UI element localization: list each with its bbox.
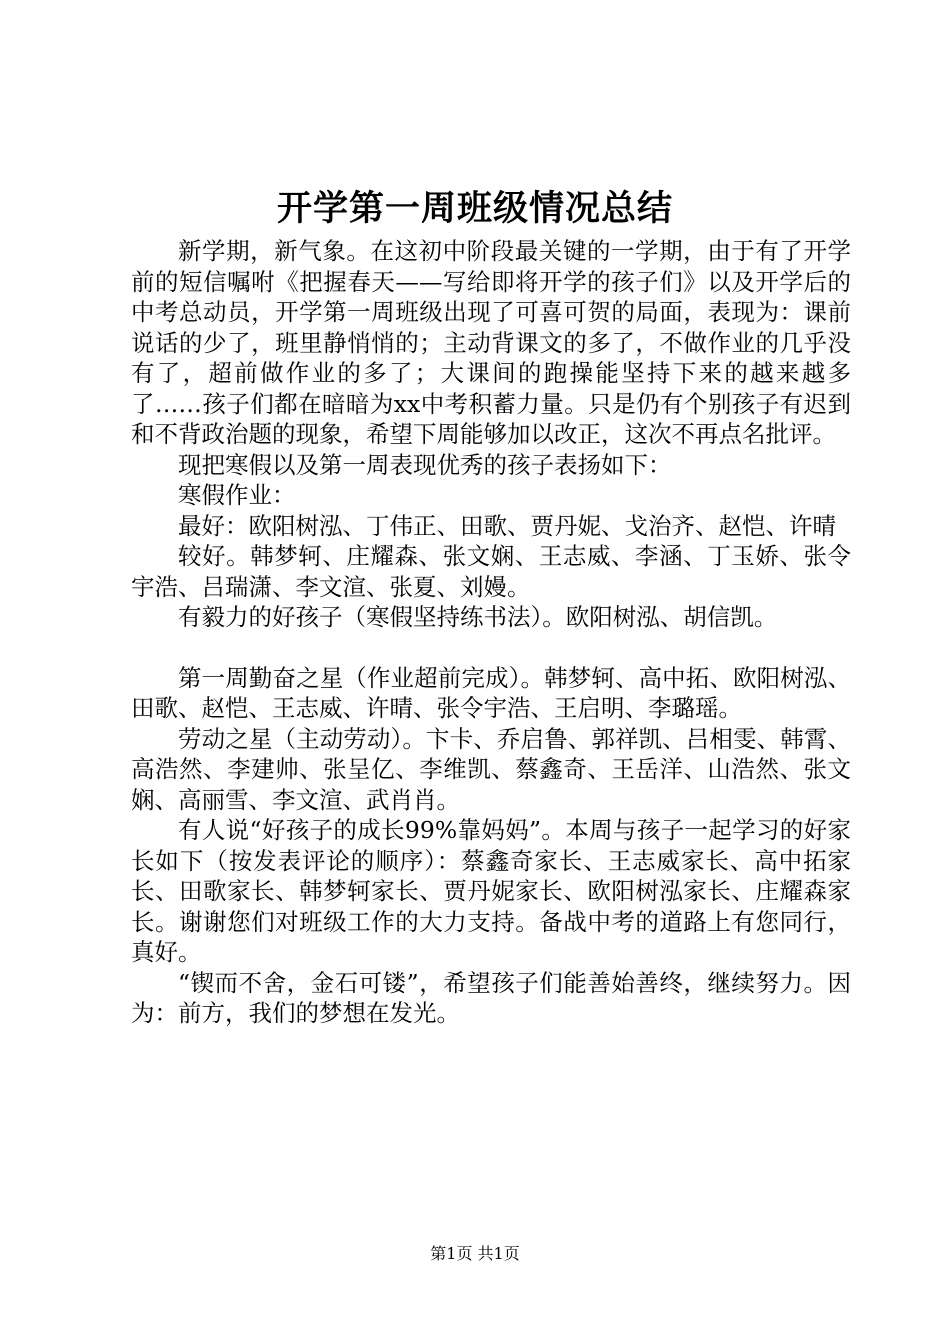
- paragraph-best: 最好：欧阳树泓、丁伟正、田歌、贾丹妮、戈治齐、赵恺、许晴: [178, 511, 836, 540]
- document-body: [131, 236, 851, 1029]
- paragraph-praise-lead: 现把寒假以及第一周表现优秀的孩子表扬如下：: [178, 450, 672, 479]
- paragraph-intro: 新学期，新气象。在这初中阶段最关键的一学期，由于有了开学前的短信嘱咐《把握春天——写给即将开学的孩子们》以及开学后的中考总动员，开学第一周班级出现了可喜可贺的局面，表现为：课前说话的少了，班里静悄悄的；主动背课文的多了，不做作业的几乎没有了，超前做作业的多了；大课间的跑操能坚持下来的越来越多了……孩子们都在暗暗为xx中考积蓄力量。只是仍有个别孩子有迟到和不背政治题的现象，希望下周能够加以改正，这次不再点名批评。: [131, 237, 851, 448]
- paragraph-labor-star: 劳动之星（主动劳动）。卞卡、乔启鲁、郭祥凯、吕相雯、韩霄、高浩然、李建帅、张呈亿、李维凯、蔡鑫奇、王岳洋、山浩然、张文娴、高丽雪、李文渲、武肖肖。: [131, 724, 851, 814]
- paragraph-perseverance: 有毅力的好孩子（寒假坚持练书法）。欧阳树泓、胡信凯。: [178, 603, 778, 631]
- page-footer: 第1页 共1页: [430, 1244, 520, 1263]
- paragraph-diligence-star: 第一周勤奋之星（作业超前完成）。韩梦轲、高中拓、欧阳树泓、田歌、赵恺、王志威、许晴、张令宇浩、王启明、李璐瑶。: [131, 663, 851, 722]
- paragraph-good: 较好。韩梦轲、庄耀森、张文娴、王志威、李涵、丁玉娇、张令宇浩、吕瑞潇、李文渲、张夏、刘嫚。: [131, 542, 851, 601]
- paragraph-closing: “锲而不舍，金石可镂”，希望孩子们能善始善终，继续努力。因为：前方，我们的梦想在发光。: [131, 968, 851, 1027]
- paragraph-winter-homework: 寒假作业：: [178, 481, 296, 509]
- document-title: 开学第一周班级情况总结: [276, 188, 673, 229]
- paragraph-parents: 有人说“好孩子的成长99%靠妈妈”。本周与孩子一起学习的好家长如下（按发表评论的顺序）：蔡鑫奇家长、王志威家长、高中拓家长、田歌家长、韩梦轲家长、贾丹妮家长、欧阳树泓家长、庄耀森家长。谢谢您们对班级工作的大力支持。备战中考的道路上有您同行，真好。: [131, 816, 851, 966]
